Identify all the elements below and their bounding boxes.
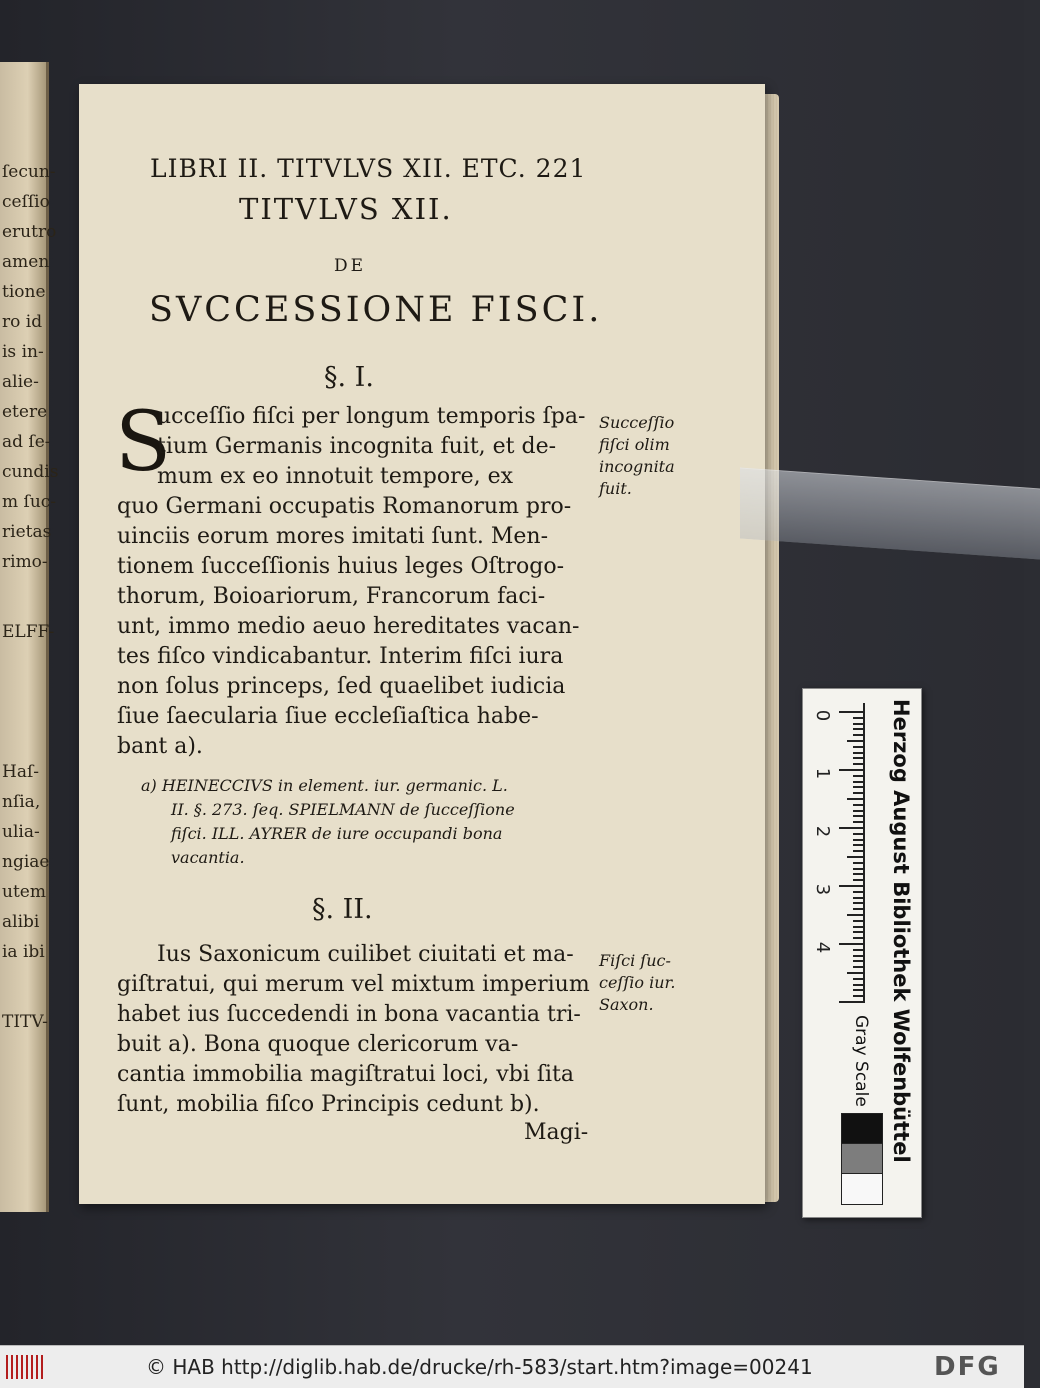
ruler-tick — [853, 781, 863, 783]
ruler-tick — [847, 972, 863, 974]
gray-scale-label: Gray Scale — [851, 1015, 871, 1107]
paragraph-line: habet ius ſuccedendi in bona vacantia tri- — [117, 1002, 581, 1027]
section-heading-1: §. I. — [324, 362, 374, 393]
left-page-fragment: etere — [2, 402, 48, 422]
paragraph-line: tium Germanis incognita fuit, et de- — [157, 434, 557, 459]
ruler-tick — [853, 868, 863, 870]
ruler-tick — [853, 810, 863, 812]
paragraph-line: non ſolus princeps, ſed quaelibet iudicia — [117, 674, 566, 699]
margin-note-line: fuit. — [599, 479, 632, 498]
book-page — [79, 84, 765, 1204]
left-page-fragment: alibi — [2, 912, 40, 932]
ruler-tick — [853, 978, 863, 980]
gray-swatch-white — [841, 1173, 883, 1205]
margin-note-line: Saxon. — [599, 995, 654, 1014]
ruler-tick — [853, 949, 863, 951]
ruler-tick — [853, 815, 863, 817]
footnote-line: a) HEINECCIVS in element. iur. germanic. L. — [141, 776, 508, 795]
ruler-tick — [839, 711, 863, 713]
ruler-tick — [853, 763, 863, 765]
paragraph-line: giſtratui, qui merum vel mixtum imperium — [117, 972, 590, 997]
left-page-fragment: amen — [2, 252, 50, 272]
left-page-fragment: TITV- — [2, 1012, 48, 1032]
left-page-fragment: ſecun- — [2, 162, 56, 182]
dfg-logo: DFG — [934, 1352, 1001, 1382]
ruler-tick — [853, 960, 863, 962]
paragraph-line: buit a). Bona quoque clericorum va- — [117, 1032, 519, 1057]
ruler-spine — [863, 703, 865, 1003]
footer-bar — [0, 1345, 1024, 1388]
left-page-fragment: ad ſe- — [2, 432, 51, 452]
left-page-fragment: is in- — [2, 342, 44, 362]
paragraph-line: ucceſſio fiſci per longum temporis ſpa- — [157, 404, 586, 429]
left-page-fragment: Haſ- — [2, 762, 39, 782]
left-page-edge — [0, 62, 59, 1212]
ruler-tick — [839, 885, 863, 887]
ruler-tick — [853, 775, 863, 777]
paragraph-line: Ius Saxonicum cuilibet ciuitati et ma- — [157, 942, 574, 967]
ruler-tick — [853, 804, 863, 806]
ruler-tick — [853, 723, 863, 725]
footnote-line: vacantia. — [171, 848, 245, 867]
ruler-tick — [853, 897, 863, 899]
ruler-tick — [853, 792, 863, 794]
left-page-fragment: utem — [2, 882, 46, 902]
ruler-tick — [853, 833, 863, 835]
margin-note-line: Succeſſio — [599, 413, 675, 432]
ruler-tick — [853, 717, 863, 719]
ruler-tick — [853, 752, 863, 754]
ruler-tick — [839, 943, 863, 945]
ruler-tick — [853, 821, 863, 823]
ruler-tick — [853, 879, 863, 881]
ruler-tick — [853, 966, 863, 968]
ruler-number: 1 — [812, 767, 834, 780]
left-page-fragment: rimo- — [2, 552, 48, 572]
ruler-number: 4 — [812, 941, 834, 954]
ruler-tick — [853, 746, 863, 748]
paragraph-line: bant a). — [117, 734, 203, 759]
left-page-fragment: ia ibi — [2, 942, 45, 962]
gray-swatch-black — [841, 1113, 883, 1145]
ruler — [813, 703, 873, 999]
ruler-tick — [853, 920, 863, 922]
page-subtitle: SVCCESSIONE FISCI. — [149, 290, 603, 330]
ruler-tick — [853, 786, 863, 788]
margin-note-line: ceſſio iur. — [599, 973, 676, 992]
ruler-tick — [853, 839, 863, 841]
gray-swatch-mid — [841, 1143, 883, 1175]
ruler-tick — [853, 891, 863, 893]
ruler-tick — [853, 931, 863, 933]
ruler-tick — [839, 827, 863, 829]
hab-logo-icon — [6, 1355, 46, 1379]
catchword: Magi- — [524, 1120, 589, 1145]
ruler-tick — [853, 734, 863, 736]
ruler-number: 3 — [812, 883, 834, 896]
left-page-fragment: cundis — [2, 462, 59, 482]
paragraph-line: thorum, Boioariorum, Francorum faci- — [117, 584, 546, 609]
ruler-tick — [853, 757, 863, 759]
title-de: DE — [334, 256, 367, 276]
ruler-tick — [853, 926, 863, 928]
paragraph-line: ſiue ſaecularia ſiue eccleſiaſtica habe- — [117, 704, 539, 729]
ruler-tick — [853, 937, 863, 939]
margin-note-line: Fiſci ſuc- — [599, 951, 671, 970]
ruler-number: 0 — [812, 709, 834, 722]
ruler-tick — [853, 902, 863, 904]
credit-link[interactable]: © HAB http://diglib.hab.de/drucke/rh-583/start.htm?image=00241 — [146, 1355, 813, 1379]
left-page-fragment: ceſſio — [2, 192, 50, 212]
paragraph-line: tes fiſco vindicabantur. Interim fiſci iura — [117, 644, 564, 669]
paragraph-line: mum ex eo innotuit tempore, ex — [157, 464, 514, 489]
paragraph-line: unt, immo medio aeuo hereditates vacan- — [117, 614, 580, 639]
ruler-tick — [853, 873, 863, 875]
paragraph-line: ſunt, mobilia fiſco Principis cedunt b). — [117, 1092, 540, 1117]
ruler-tick — [847, 740, 863, 742]
ruler-tick — [847, 856, 863, 858]
left-page-fragment: alie- — [2, 372, 39, 392]
ruler-tick — [853, 728, 863, 730]
ruler-tick — [847, 798, 863, 800]
page-title: TITVLVS XII. — [239, 192, 453, 226]
left-page-fragment: ngiae — [2, 852, 50, 872]
left-page-fragment: ro id — [2, 312, 43, 332]
ruler-tick — [853, 862, 863, 864]
footnote-line: II. §. 273. ſeq. SPIELMANN de ſucceſſione — [171, 800, 515, 819]
left-page-fragment: m ſuc- — [2, 492, 57, 512]
ruler-tick — [839, 1001, 863, 1003]
ruler-tick — [853, 989, 863, 991]
ruler-tick — [853, 955, 863, 957]
left-page-fragment: ulia- — [2, 822, 40, 842]
ruler-tick — [853, 908, 863, 910]
paragraph-line: uinciis eorum mores imitati ſunt. Men- — [117, 524, 548, 549]
paragraph-line: cantia immobilia magiſtratui loci, vbi ſita — [117, 1062, 574, 1087]
left-page-fragment: erutro — [2, 222, 57, 242]
margin-note-line: fiſci olim — [599, 435, 670, 454]
paragraph-line: tionem ſucceſſionis huius leges Oſtrogo- — [117, 554, 565, 579]
ruler-tick — [853, 844, 863, 846]
scale-card — [802, 688, 922, 1218]
left-page-fragment: tione — [2, 282, 46, 302]
ruler-tick — [853, 984, 863, 986]
ruler-tick — [853, 995, 863, 997]
running-head: LIBRI II. TITVLVS XII. ETC. 221 — [150, 154, 587, 183]
section-heading-2: §. II. — [312, 894, 373, 925]
ruler-tick — [839, 769, 863, 771]
drop-cap: S — [115, 395, 172, 490]
ruler-tick — [853, 850, 863, 852]
footnote-line: fiſci. ILL. AYRER de iure occupandi bona — [171, 824, 503, 843]
ruler-number: 2 — [812, 825, 834, 838]
library-name: Herzog August Bibliothek Wolfenbüttel — [889, 699, 913, 1163]
left-page-fragment: rietas — [2, 522, 52, 542]
ruler-tick — [847, 914, 863, 916]
left-page-fragment: nſia, — [2, 792, 41, 812]
paragraph-line: quo Germani occupatis Romanorum pro- — [117, 494, 572, 519]
margin-note-line: incognita — [599, 457, 675, 476]
left-page-fragment: ELFF- — [2, 622, 55, 642]
